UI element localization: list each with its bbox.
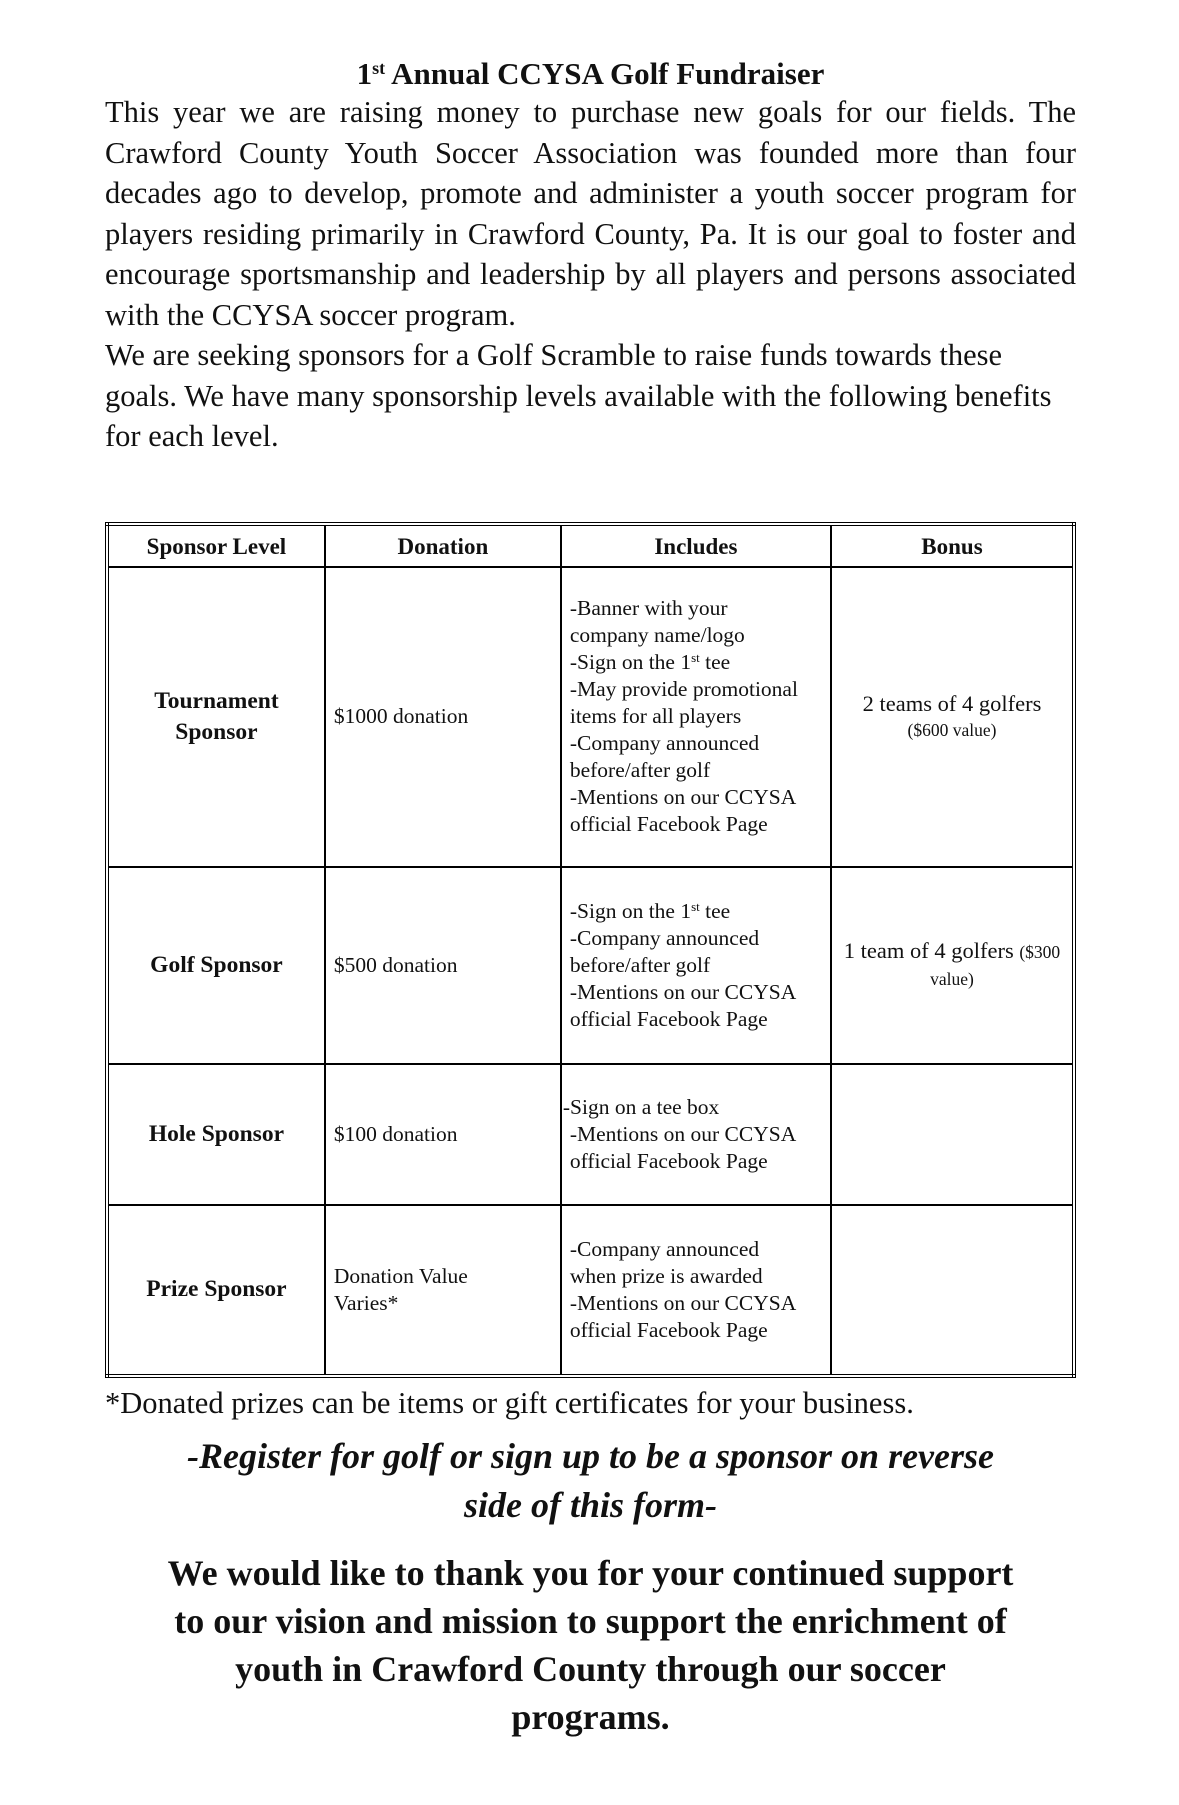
donated-prizes-footnote: *Donated prizes can be items or gift certificates for your business.: [105, 1386, 914, 1420]
table-header-row: [107, 524, 1074, 567]
includes-item: -Company announced: [569, 1236, 760, 1261]
seeking-paragraph: We are seeking sponsors for a Golf Scramble to raise funds towards these goals. We have many sponsorship levels available with the following benefits for each level.: [105, 338, 1052, 453]
includes-item: -Sign on a tee box: [562, 1094, 720, 1119]
includes-item-text: -Sign on the 1: [569, 898, 692, 923]
header-donation: Donation: [325, 524, 561, 567]
donation-cell: $100 donation: [325, 1064, 561, 1205]
level-cell: [107, 567, 325, 867]
thanks-line: We would like to thank you for your continued support: [167, 1553, 1014, 1593]
level-cell: Prize Sponsor: [107, 1205, 325, 1376]
thanks-line: youth in Crawford County through our soccer: [235, 1649, 946, 1689]
table-row: [107, 567, 1074, 867]
includes-item: -Mentions on our CCYSA: [569, 785, 797, 810]
bonus-text: 2 teams of 4 golfers: [862, 690, 1042, 716]
includes-item-tail: tee: [699, 650, 731, 675]
includes-item: official Facebook Page: [569, 812, 768, 837]
page-title: [105, 56, 1076, 92]
thanks-line: programs.: [511, 1697, 670, 1737]
level-label: Tournament: [154, 687, 279, 714]
includes-item: -Company announced: [569, 925, 760, 950]
bonus-value-note: value): [930, 969, 974, 990]
level-cell: Hole Sponsor: [107, 1064, 325, 1205]
header-includes: Includes: [561, 524, 831, 567]
bonus-text: 1 team of 4 golfers: [843, 938, 1014, 964]
donation-line: Donation Value: [333, 1263, 468, 1288]
includes-cell: [561, 1205, 831, 1376]
includes-item: items for all players: [569, 704, 742, 729]
thank-you-message: [105, 1549, 1076, 1741]
intro-paragraph: This year we are raising money to purchase new goals for our fields. The Crawford County Youth Soccer Association was founded more than four decades ago to develop, promote and administer a youth soccer program for players residing primarily in Crawford County, Pa. It is our goal to foster and encourage sportsmanship and leadership by all players and persons associated with the CCYSA soccer program.: [105, 95, 1076, 332]
includes-item: company name/logo: [569, 623, 745, 648]
register-line: -Register for golf or sign up to be a sponsor on reverse: [186, 1436, 995, 1476]
includes-item: -May provide promotional: [569, 677, 798, 702]
title-ordinal: 1: [356, 56, 373, 91]
donation-cell: $1000 donation: [325, 567, 561, 867]
includes-item: -Mentions on our CCYSA: [569, 979, 797, 1004]
flyer-page: [105, 56, 1076, 457]
title-text: Annual CCYSA Golf Fundraiser: [385, 56, 825, 91]
table-row: [107, 1064, 1074, 1205]
includes-item: official Facebook Page: [569, 1148, 768, 1173]
level-cell: Golf Sponsor: [107, 867, 325, 1064]
bonus-cell: [831, 867, 1074, 1064]
includes-item-sup: st: [691, 650, 700, 666]
bonus-cell: [831, 1064, 1074, 1205]
includes-item: -Banner with your: [569, 596, 728, 621]
title-ordinal-suffix: st: [372, 58, 386, 78]
includes-item-sup: st: [691, 898, 700, 914]
bonus-value-note: ($300: [1019, 942, 1061, 963]
includes-item: -Mentions on our CCYSA: [569, 1121, 797, 1146]
includes-item: [570, 649, 822, 676]
donation-cell: [325, 1205, 561, 1376]
includes-cell: [561, 867, 831, 1064]
header-sponsor-level: Sponsor Level: [107, 524, 325, 567]
includes-item: official Facebook Page: [569, 1006, 768, 1031]
includes-item: official Facebook Page: [569, 1317, 768, 1342]
register-line: side of this form-: [463, 1485, 717, 1525]
includes-item: when prize is awarded: [569, 1263, 763, 1288]
includes-item: [570, 898, 822, 925]
donation-cell: $500 donation: [325, 867, 561, 1064]
table-row: [107, 867, 1074, 1064]
bonus-cell: [831, 1205, 1074, 1376]
thanks-line: to our vision and mission to support the enrichment of: [174, 1601, 1007, 1641]
register-callout: [105, 1432, 1076, 1530]
sponsor-levels-table: [105, 522, 1076, 1378]
donation-line: Varies*: [333, 1290, 399, 1315]
bonus-cell: [831, 567, 1074, 867]
table-row: [107, 1205, 1074, 1376]
includes-item-text: -Sign on the 1: [569, 650, 692, 675]
includes-item: before/after golf: [569, 758, 711, 783]
level-label: Sponsor: [175, 718, 258, 745]
includes-item: before/after golf: [569, 952, 711, 977]
includes-item: -Mentions on our CCYSA: [569, 1290, 797, 1315]
includes-item-tail: tee: [699, 898, 731, 923]
includes-cell: [561, 567, 831, 867]
includes-cell: [561, 1064, 831, 1205]
header-bonus: Bonus: [831, 524, 1074, 567]
bonus-value-note: ($600 value): [907, 719, 997, 740]
includes-item: -Company announced: [569, 731, 760, 756]
